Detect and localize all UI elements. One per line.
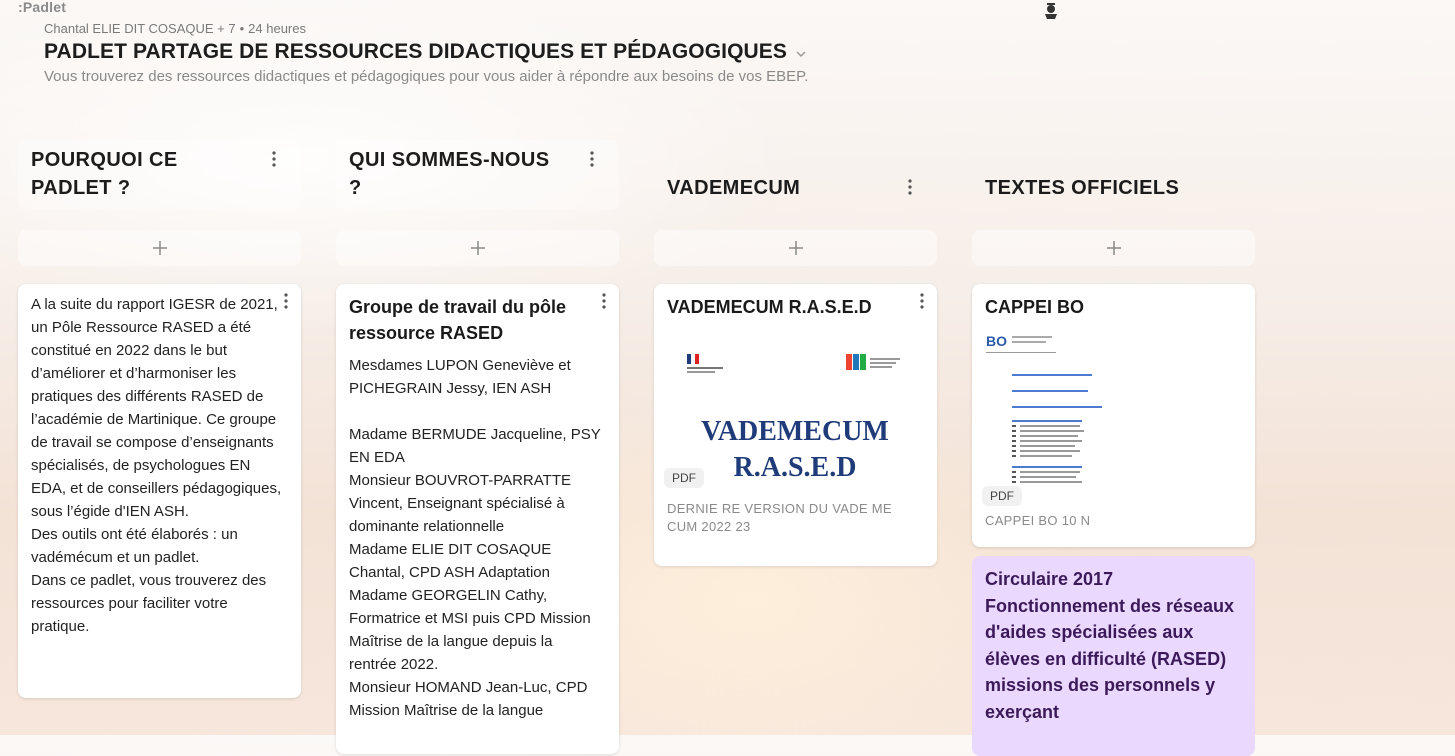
add-post-button[interactable] xyxy=(18,230,301,266)
column-header[interactable] xyxy=(972,140,1255,210)
column-vademecum xyxy=(654,140,937,534)
plus-icon xyxy=(1106,240,1122,256)
member-line: rentrée 2022. xyxy=(349,656,439,673)
more-vertical-icon[interactable] xyxy=(915,292,929,310)
pdf-badge: PDF xyxy=(982,486,1022,506)
post-paragraph: A la suite du rapport IGESR de 2021, un Pôle Ressource RASED a été constitué en 2022 dans le but d’améliorer et d’harmoniser les pratiques des différents RASED de l’académie de Martinique. Ce groupe de travail se compose d’enseignants spécialisés, de psychologues EN EDA, et de conseillers pédagogiques, sous l’égide d'IEN ASH. xyxy=(31,296,282,520)
cover-title-line: R.A.S.E.D xyxy=(733,452,857,483)
add-post-button[interactable] xyxy=(336,230,619,266)
column-title[interactable]: QUI SOMMES-NOUS ? xyxy=(349,149,550,199)
author-name[interactable]: Chantal ELIE DIT COSAQUE + 7 xyxy=(44,21,236,36)
time-ago: 24 heures xyxy=(248,21,306,36)
member-line: Monsieur BOUVROT-PARRATTE Vincent, Enseignant spécialisé à dominante relationnelle xyxy=(349,472,571,535)
post-title: VADEMECUM R.A.S.E.D xyxy=(667,297,872,317)
column-title[interactable]: TEXTES OFFICIELS xyxy=(985,177,1180,199)
more-vertical-icon[interactable] xyxy=(267,150,281,168)
post-body xyxy=(18,284,301,650)
column-title[interactable]: VADEMECUM xyxy=(667,177,801,199)
document-heading: BO xyxy=(986,333,1007,349)
post-title: CAPPEI BO xyxy=(985,297,1085,317)
post-card[interactable] xyxy=(972,284,1255,547)
column-header[interactable] xyxy=(654,140,937,210)
column-qui-sommes-nous xyxy=(336,140,619,719)
column-header[interactable] xyxy=(336,140,619,210)
padlet-title-row[interactable] xyxy=(44,40,807,64)
post-meta xyxy=(44,21,306,36)
separator-dot: • xyxy=(239,21,245,36)
post-title: Circulaire 2017 Fonctionnement des réseaux d'aides spécialisées aux élèves en difficulté (RASED) missions des personnels y exerçant xyxy=(985,569,1235,722)
padlet-title[interactable]: PADLET PARTAGE DE RESSOURCES DIDACTIQUES ET PÉDAGOGIQUES xyxy=(44,40,788,63)
bo-document-image xyxy=(972,328,1255,508)
post-card[interactable] xyxy=(654,284,937,566)
member-line: Madame GEORGELIN Cathy, Formatrice et MSI puis CPD Mission Maîtrise de la langue depuis la xyxy=(349,587,591,650)
chevron-down-icon[interactable] xyxy=(795,48,807,60)
column-title[interactable]: POURQUOI CE PADLET ? xyxy=(31,149,178,199)
more-vertical-icon[interactable] xyxy=(279,292,293,310)
pdf-badge: PDF xyxy=(664,468,704,488)
padlet-description: Vous trouverez des ressources didactiques et pédagogiques pour vous aider à répondre aux besoins de vos EBEP. xyxy=(44,68,809,85)
plus-icon xyxy=(788,240,804,256)
more-vertical-icon[interactable] xyxy=(585,150,599,168)
blank-line xyxy=(349,400,606,423)
member-line: Monsieur HOMAND Jean-Luc, CPD Mission Maîtrise de la langue xyxy=(349,679,588,719)
post-title: Groupe de travail du pôle ressource RASED xyxy=(349,297,567,343)
column-textes-officiels xyxy=(972,140,1255,528)
post-paragraph: Des outils ont été élaborés : un vadémécum et un padlet. xyxy=(31,526,238,566)
remake-icon[interactable] xyxy=(1040,0,1062,22)
pdf-thumbnail[interactable] xyxy=(972,328,1255,508)
cover-title-line: VADEMECUM xyxy=(701,416,889,447)
post-card[interactable] xyxy=(18,284,301,698)
attachment-caption[interactable]: DERNIE RE VERSION DU VADE ME CUM 2022 23 xyxy=(667,501,892,534)
post-card-circulaire[interactable] xyxy=(972,556,1255,756)
more-vertical-icon[interactable] xyxy=(903,178,917,196)
member-line: Madame ELIE DIT COSAQUE Chantal, CPD ASH Adaptation xyxy=(349,541,552,581)
pdf-thumbnail[interactable] xyxy=(654,334,937,494)
padlet-logo[interactable]: :Padlet xyxy=(18,0,67,15)
plus-icon xyxy=(152,240,168,256)
post-paragraph: Dans ce padlet, vous trouverez des ressources pour faciliter votre pratique. xyxy=(31,572,267,635)
post-body xyxy=(336,350,619,722)
add-post-button[interactable] xyxy=(654,230,937,266)
post-card[interactable] xyxy=(336,284,619,754)
column-header[interactable] xyxy=(18,140,301,210)
add-post-button[interactable] xyxy=(972,230,1255,266)
member-line: Mesdames LUPON Geneviève et PICHEGRAIN Jessy, IEN ASH xyxy=(349,357,571,397)
attachment-caption[interactable]: CAPPEI BO 10 N xyxy=(985,513,1091,528)
more-vertical-icon[interactable] xyxy=(597,292,611,310)
plus-icon xyxy=(470,240,486,256)
member-line: Madame BERMUDE Jacqueline, PSY EN EDA xyxy=(349,426,601,466)
column-pourquoi xyxy=(18,140,301,635)
